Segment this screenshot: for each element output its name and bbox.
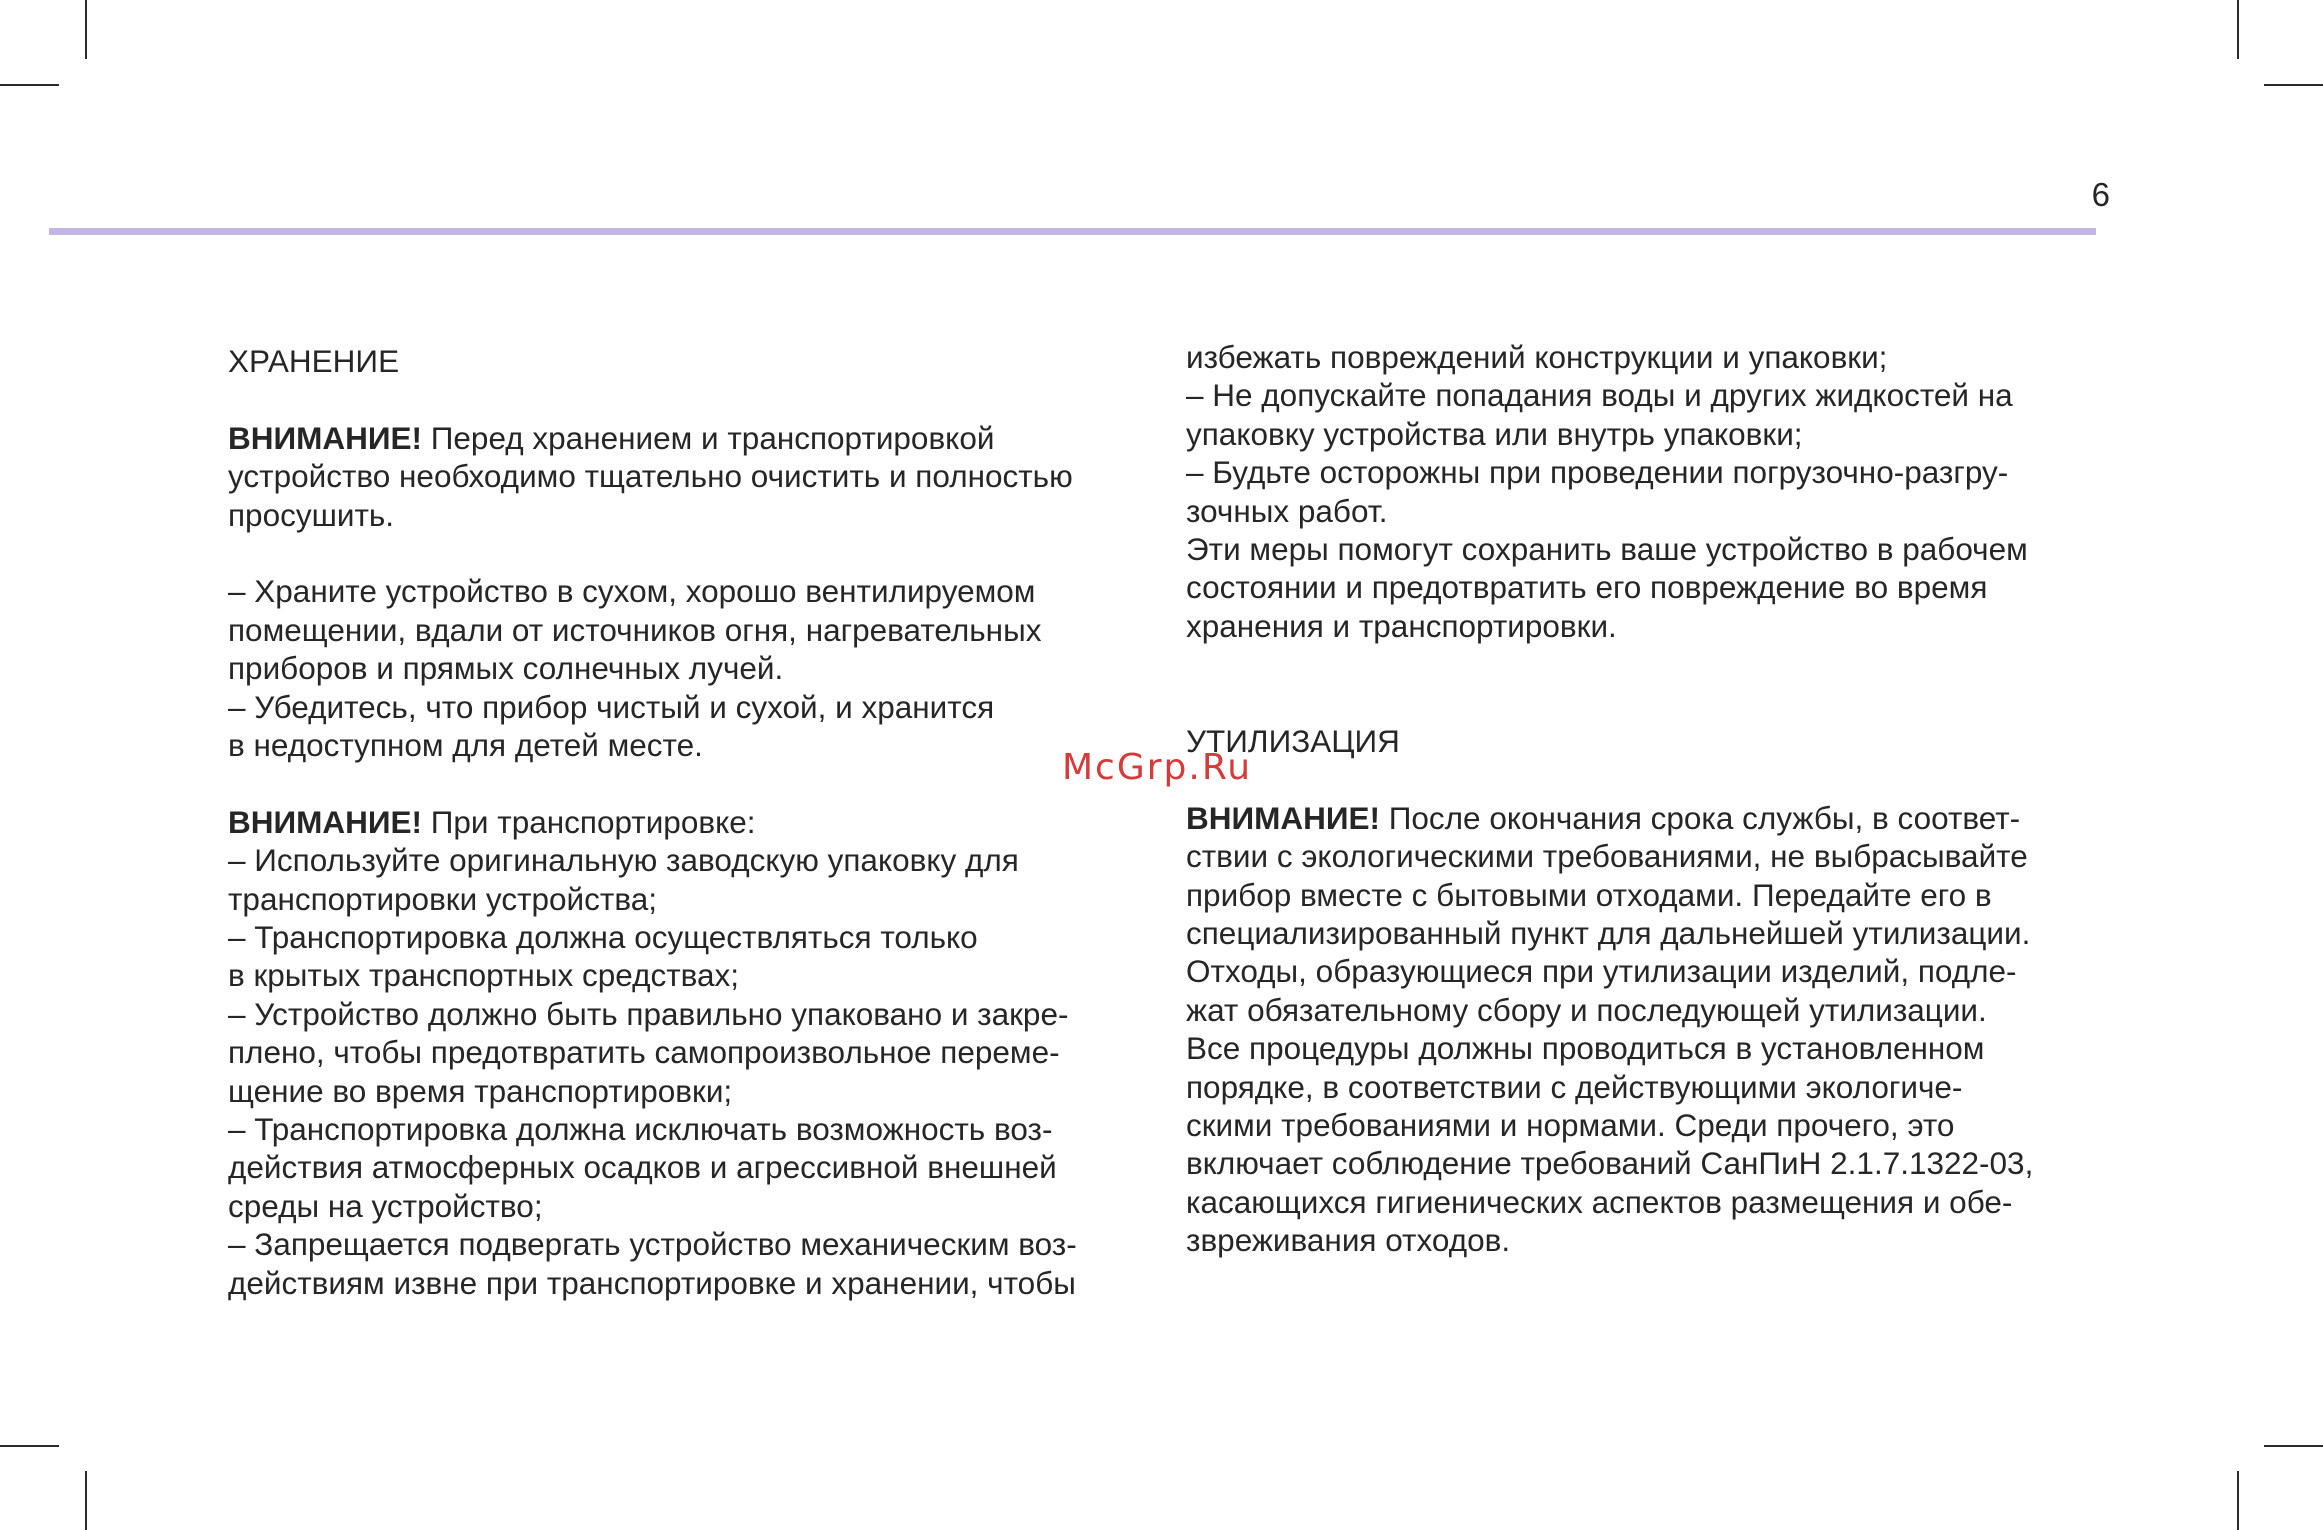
text-line: – Храните устройство в сухом, хорошо вентилируемом: [228, 573, 1036, 610]
page-number: 6: [2091, 176, 2110, 213]
transport-warning-first-line: [228, 803, 1158, 841]
text-line: – Запрещается подвергать устройство механическим воз-: [228, 1226, 1077, 1263]
warning-text: После окончания срока службы, в соответ-: [1380, 799, 2021, 836]
text-line: действиям извне при транспортировке и хранении, чтобы: [228, 1264, 1076, 1301]
text-line: – Убедитесь, что прибор чистый и сухой, и хранится: [228, 688, 995, 725]
text-line: в крытых транспортных средствах;: [228, 957, 740, 994]
text-line: в недоступном для детей месте.: [228, 727, 703, 764]
spacer: [1186, 760, 2106, 798]
text-line: ствии с экологическими требованиями, не выбрасывайте: [1186, 838, 2028, 875]
text-line: касающихся гигиенических аспектов размещения и обе-: [1186, 1183, 2013, 1220]
warning-text: Перед хранением и транспортировкой: [422, 419, 995, 456]
text-line: просушить.: [228, 496, 395, 533]
crop-mark-top-right-horizontal: [2264, 84, 2323, 86]
disposal-heading: УТИЛИЗАЦИЯ: [1186, 723, 1400, 760]
left-column: [228, 342, 1158, 1302]
text-line: среды на устройство;: [228, 1187, 543, 1224]
text-line: – Не допускайте попадания воды и других жидкостей на: [1186, 377, 2013, 414]
crop-mark-bottom-left-horizontal: [0, 1445, 59, 1447]
storage-heading: ХРАНЕНИЕ: [228, 343, 400, 379]
text-line: состоянии и предотвратить его повреждение во время: [1186, 569, 1988, 606]
storage-warning-first-line: [228, 419, 1158, 457]
text-line: действия атмосферных осадков и агрессивной внешней: [228, 1149, 1057, 1186]
text-line: включает соблюдение требований СанПиН 2.1.7.1322-03,: [1186, 1145, 2034, 1182]
text-line: приборов и прямых солнечных лучей.: [228, 650, 784, 687]
text-line: – Устройство должно быть правильно упаковано и закре-: [228, 995, 1069, 1032]
text-line: специализированный пункт для дальнейшей утилизации.: [1186, 915, 2031, 952]
warning-label: ВНИМАНИЕ!: [1186, 799, 1381, 836]
spacer: [228, 534, 1158, 572]
disposal-warning-first-line: [1186, 799, 2106, 837]
text-line: Отходы, образующиеся при утилизации изделий, подле-: [1186, 953, 2017, 990]
text-line: устройство необходимо тщательно очистить и полностью: [228, 458, 1073, 495]
text-line: прибор вместе с бытовыми отходами. Передайте его в: [1186, 876, 1992, 913]
text-line: транспортировки устройства;: [228, 880, 657, 917]
text-line: – Транспортировка должна осуществляться только: [228, 919, 978, 956]
spacer: [228, 764, 1158, 802]
right-column: [1186, 338, 2106, 1260]
header-rule: [49, 228, 2096, 235]
warning-label: ВНИМАНИЕ!: [228, 419, 423, 456]
warning-text: При транспортировке:: [422, 803, 756, 840]
watermark: McGrp.Ru: [1062, 747, 1253, 788]
text-line: скими требованиями и нормами. Среди прочего, это: [1186, 1107, 1955, 1144]
text-line: – Будьте осторожны при проведении погрузочно-разгру-: [1186, 454, 2009, 491]
text-line: хранения и транспортировки.: [1186, 607, 1617, 644]
text-line: Эти меры помогут сохранить ваше устройство в рабочем: [1186, 531, 2028, 568]
spacer: [1186, 684, 2106, 722]
crop-mark-top-left-horizontal: [0, 84, 59, 86]
warning-label: ВНИМАНИЕ!: [228, 803, 423, 840]
text-line: – Используйте оригинальную заводскую упаковку для: [228, 842, 1019, 879]
text-line: жат обязательному сбору и последующей утилизации.: [1186, 991, 1987, 1028]
spacer: [1186, 645, 2106, 683]
crop-mark-top-left-vertical: [85, 0, 87, 59]
crop-mark-bottom-left-vertical: [85, 1471, 87, 1530]
text-line: плено, чтобы предотвратить самопроизвольное переме-: [228, 1034, 1060, 1071]
text-line: упаковку устройства или внутрь упаковки;: [1186, 415, 1803, 452]
text-line: – Транспортировка должна исключать возможность воз-: [228, 1111, 1053, 1148]
text-line: порядке, в соответствии с действующими экологиче-: [1186, 1068, 1963, 1105]
crop-mark-bottom-right-horizontal: [2264, 1445, 2323, 1447]
text-line: избежать повреждений конструкции и упаковки;: [1186, 339, 1888, 375]
text-line: щение во время транспортировки;: [228, 1072, 733, 1109]
spacer: [228, 380, 1158, 418]
text-line: помещении, вдали от источников огня, нагревательных: [228, 611, 1042, 648]
text-line: Все процедуры должны проводиться в установленном: [1186, 1030, 1985, 1067]
crop-mark-bottom-right-vertical: [2237, 1471, 2239, 1530]
text-line: зочных работ.: [1186, 492, 1388, 529]
text-line: звреживания отходов.: [1186, 1222, 1511, 1259]
crop-mark-top-right-vertical: [2237, 0, 2239, 59]
